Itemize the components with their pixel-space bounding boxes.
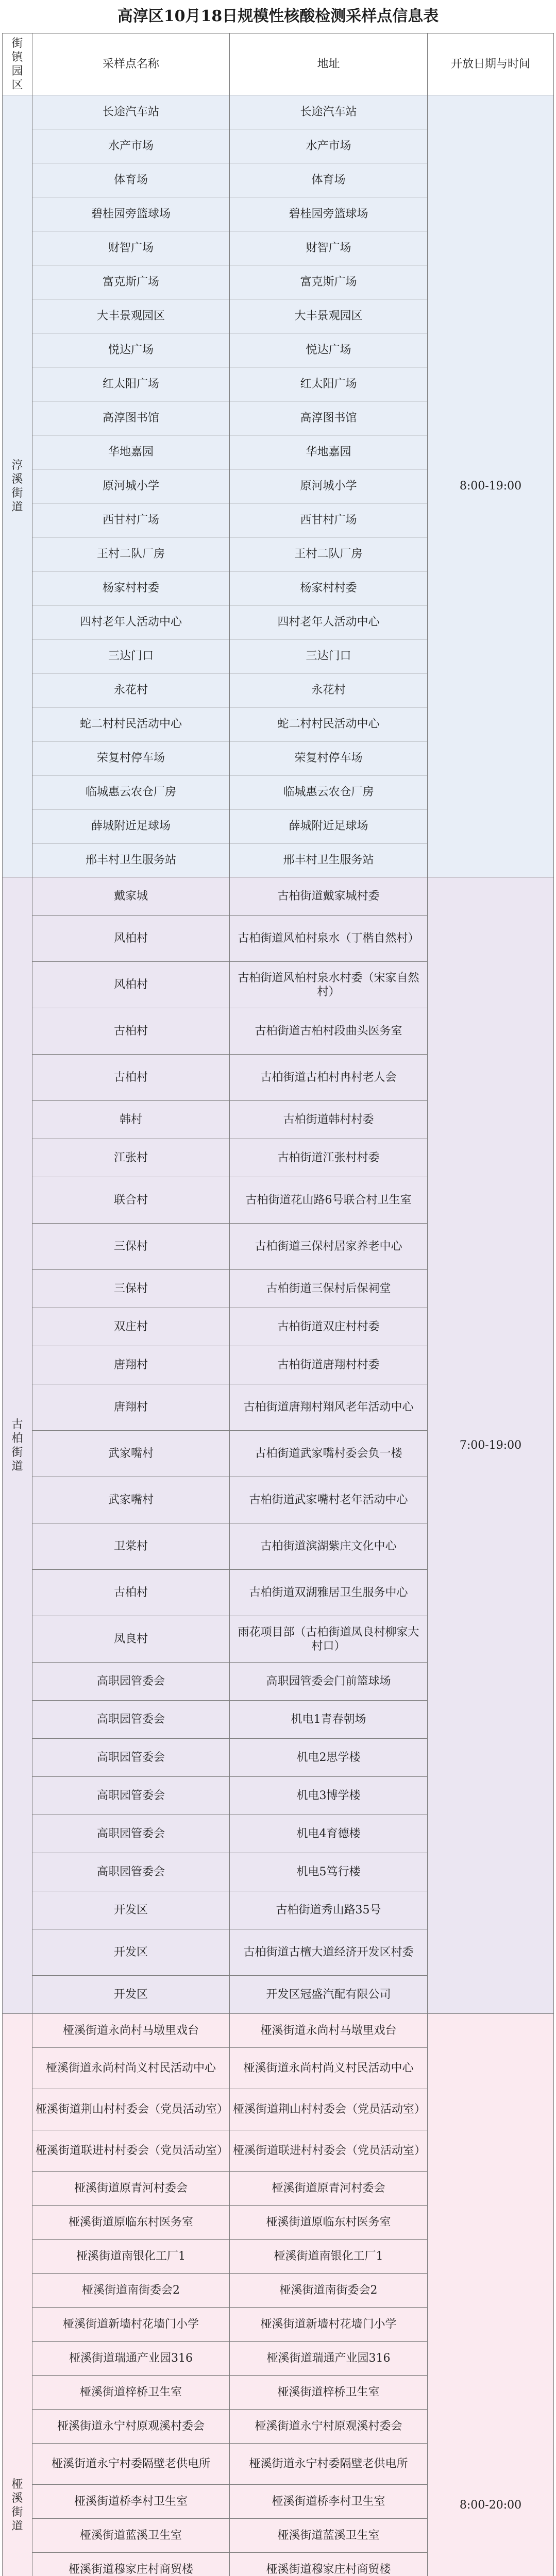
address-cell: 西甘村广场 [230, 503, 428, 537]
site-cell: 四村老年人活动中心 [32, 605, 230, 639]
site-cell: 桠溪街道新墙村花墙门小学 [32, 2308, 230, 2342]
site-cell: 王村二队厂房 [32, 537, 230, 571]
address-cell: 古柏街道风柏村泉水（丁楷自然村） [230, 916, 428, 962]
address-cell: 古柏街道滨湖紫庄文化中心 [230, 1523, 428, 1570]
header-area: 街镇园区 [3, 33, 32, 95]
table-row [3, 95, 554, 129]
site-cell: 三达门口 [32, 639, 230, 673]
site-cell: 桠溪街道永尚村尚义村民活动中心 [32, 2048, 230, 2089]
area-cell: 桠溪街道 [3, 2014, 32, 2576]
table-row [3, 877, 554, 916]
site-cell: 武家嘴村 [32, 1431, 230, 1477]
address-cell: 机电2思学楼 [230, 1739, 428, 1777]
site-cell: 薛城附近足球场 [32, 809, 230, 843]
address-cell: 桠溪街道瑞通产业园316 [230, 2342, 428, 2376]
address-cell: 桠溪街道永宁村委隔壁老供电所 [230, 2444, 428, 2485]
site-cell: 卫棠村 [32, 1523, 230, 1570]
address-cell: 机电1青春朝场 [230, 1701, 428, 1739]
site-cell: 桠溪街道蓝溪卫生室 [32, 2519, 230, 2553]
site-cell: 桠溪街道永宁村委隔壁老供电所 [32, 2444, 230, 2485]
address-cell: 桠溪街道南银化工厂1 [230, 2240, 428, 2274]
header-site: 采样点名称 [32, 33, 230, 95]
site-cell: 古柏村 [32, 1055, 230, 1101]
site-cell: 桠溪街道桥李村卫生室 [32, 2485, 230, 2519]
area-cell: 淳溪街道 [3, 95, 32, 877]
site-cell: 长途汽车站 [32, 95, 230, 129]
open-time-cell: 7:00-19:00 [428, 877, 554, 2014]
site-cell: 高淳图书馆 [32, 401, 230, 435]
address-cell: 桠溪街道新墙村花墙门小学 [230, 2308, 428, 2342]
site-cell: 原河城小学 [32, 469, 230, 503]
address-cell: 桠溪街道原临东村医务室 [230, 2206, 428, 2240]
site-cell: 碧桂园旁篮球场 [32, 197, 230, 231]
site-cell: 桠溪街道荆山村村委会（党员活动室） [32, 2089, 230, 2130]
site-cell: 体育场 [32, 163, 230, 197]
site-cell: 桠溪街道原青河村委会 [32, 2172, 230, 2206]
site-cell: 开发区 [32, 1976, 230, 2014]
site-cell: 桠溪街道穆家庄村商贸楼 [32, 2553, 230, 2576]
site-cell: 戴家城 [32, 877, 230, 916]
site-cell: 华地嘉园 [32, 435, 230, 469]
address-cell: 悦达广场 [230, 333, 428, 367]
site-cell: 唐翔村 [32, 1384, 230, 1431]
address-cell: 蛇二村村民活动中心 [230, 707, 428, 741]
site-cell: 桠溪街道梓桥卫生室 [32, 2376, 230, 2410]
address-cell: 机电4育德楼 [230, 1815, 428, 1853]
site-cell: 高职园管委会 [32, 1815, 230, 1853]
site-cell: 双庄村 [32, 1308, 230, 1346]
address-cell: 开发区冠盛汽配有限公司 [230, 1976, 428, 2014]
address-cell: 临城惠云农仓厂房 [230, 775, 428, 809]
site-cell: 开发区 [32, 1929, 230, 1976]
address-cell: 古柏街道戴家城村委 [230, 877, 428, 916]
site-cell: 凤良村 [32, 1616, 230, 1663]
address-cell: 桠溪街道原青河村委会 [230, 2172, 428, 2206]
address-cell: 富克斯广场 [230, 265, 428, 299]
site-cell: 西甘村广场 [32, 503, 230, 537]
site-cell: 财智广场 [32, 231, 230, 265]
address-cell: 华地嘉园 [230, 435, 428, 469]
site-cell: 桠溪街道南街委会2 [32, 2274, 230, 2308]
address-cell: 古柏街道武家嘴村老年活动中心 [230, 1477, 428, 1523]
address-cell: 桠溪街道联进村村委会（党员活动室） [230, 2130, 428, 2172]
address-cell: 古柏街道风柏村泉水村委（宋家自然村） [230, 962, 428, 1008]
site-cell: 武家嘴村 [32, 1477, 230, 1523]
address-cell: 邢丰村卫生服务站 [230, 843, 428, 877]
site-cell: 邢丰村卫生服务站 [32, 843, 230, 877]
site-cell: 高职园管委会 [32, 1739, 230, 1777]
address-cell: 古柏街道双湖雅居卫生服务中心 [230, 1570, 428, 1616]
address-cell: 古柏街道韩村村委 [230, 1101, 428, 1139]
address-cell: 古柏街道三保村居家养老中心 [230, 1224, 428, 1270]
site-cell: 临城惠云农仓厂房 [32, 775, 230, 809]
address-cell: 桠溪街道梓桥卫生室 [230, 2376, 428, 2410]
address-cell: 水产市场 [230, 129, 428, 163]
site-cell: 红太阳广场 [32, 367, 230, 401]
address-cell: 大丰景观园区 [230, 299, 428, 333]
address-cell: 王村二队厂房 [230, 537, 428, 571]
address-cell: 桠溪街道穆家庄村商贸楼 [230, 2553, 428, 2576]
site-cell: 古柏村 [32, 1570, 230, 1616]
address-cell: 古柏街道古檀大道经济开发区村委 [230, 1929, 428, 1976]
site-cell: 桠溪街道永宁村原观溪村委会 [32, 2410, 230, 2444]
site-cell: 杨家村村委 [32, 571, 230, 605]
site-cell: 高职园管委会 [32, 1853, 230, 1891]
address-cell: 桠溪街道荆山村村委会（党员活动室） [230, 2089, 428, 2130]
site-cell: 韩村 [32, 1101, 230, 1139]
site-cell: 水产市场 [32, 129, 230, 163]
site-cell: 江张村 [32, 1139, 230, 1177]
address-cell: 高淳图书馆 [230, 401, 428, 435]
address-cell: 古柏街道双庄村村委 [230, 1308, 428, 1346]
header-row [3, 33, 554, 95]
address-cell: 碧桂园旁篮球场 [230, 197, 428, 231]
site-cell: 桠溪街道南银化工厂1 [32, 2240, 230, 2274]
site-cell: 桠溪街道原临东村医务室 [32, 2206, 230, 2240]
site-cell: 高职园管委会 [32, 1777, 230, 1815]
address-cell: 古柏街道秀山路35号 [230, 1891, 428, 1929]
site-cell: 蛇二村村民活动中心 [32, 707, 230, 741]
site-cell: 荣复村停车场 [32, 741, 230, 775]
area-cell: 古柏街道 [3, 877, 32, 2014]
address-cell: 古柏街道唐翔村村委 [230, 1346, 428, 1384]
site-cell: 永花村 [32, 673, 230, 707]
address-cell: 桠溪街道永尚村尚义村民活动中心 [230, 2048, 428, 2089]
address-cell: 桠溪街道永宁村原观溪村委会 [230, 2410, 428, 2444]
address-cell: 永花村 [230, 673, 428, 707]
site-cell: 桠溪街道瑞通产业园316 [32, 2342, 230, 2376]
site-cell: 风柏村 [32, 962, 230, 1008]
site-cell: 桠溪街道永尚村马墩里戏台 [32, 2014, 230, 2048]
address-cell: 古柏街道唐翔村翔风老年活动中心 [230, 1384, 428, 1431]
sampling-sites-table [2, 33, 554, 2576]
address-cell: 长途汽车站 [230, 95, 428, 129]
site-cell: 开发区 [32, 1891, 230, 1929]
address-cell: 桠溪街道蓝溪卫生室 [230, 2519, 428, 2553]
address-cell: 原河城小学 [230, 469, 428, 503]
site-cell: 唐翔村 [32, 1346, 230, 1384]
address-cell: 红太阳广场 [230, 367, 428, 401]
site-cell: 风柏村 [32, 916, 230, 962]
page-title: 高淳区10月18日规模性核酸检测采样点信息表 [117, 7, 439, 25]
address-cell: 杨家村村委 [230, 571, 428, 605]
site-cell: 高职园管委会 [32, 1663, 230, 1701]
address-cell: 三达门口 [230, 639, 428, 673]
address-cell: 古柏街道古柏村段曲头医务室 [230, 1008, 428, 1055]
address-cell: 荣复村停车场 [230, 741, 428, 775]
header-address: 地址 [230, 33, 428, 95]
address-cell: 机电3博学楼 [230, 1777, 428, 1815]
site-cell: 古柏村 [32, 1008, 230, 1055]
open-time-cell: 8:00-20:00 [428, 2014, 554, 2576]
site-cell: 三保村 [32, 1270, 230, 1308]
address-cell: 体育场 [230, 163, 428, 197]
address-cell: 薛城附近足球场 [230, 809, 428, 843]
address-cell: 雨花项目部（古柏街道凤良村柳家大村口） [230, 1616, 428, 1663]
address-cell: 古柏街道江张村村委 [230, 1139, 428, 1177]
address-cell: 古柏街道武家嘴村委会负一楼 [230, 1431, 428, 1477]
address-cell: 四村老年人活动中心 [230, 605, 428, 639]
site-cell: 三保村 [32, 1224, 230, 1270]
address-cell: 桠溪街道南街委会2 [230, 2274, 428, 2308]
address-cell: 桠溪街道桥李村卫生室 [230, 2485, 428, 2519]
address-cell: 机电5笃行楼 [230, 1853, 428, 1891]
site-cell: 桠溪街道联进村村委会（党员活动室） [32, 2130, 230, 2172]
site-cell: 大丰景观园区 [32, 299, 230, 333]
address-cell: 桠溪街道永尚村马墩里戏台 [230, 2014, 428, 2048]
header-date: 开放日期与时间 [428, 33, 554, 95]
address-cell: 财智广场 [230, 231, 428, 265]
address-cell: 古柏街道古柏村冉村老人会 [230, 1055, 428, 1101]
address-cell: 高职园管委会门前篮球场 [230, 1663, 428, 1701]
site-cell: 联合村 [32, 1177, 230, 1224]
site-cell: 富克斯广场 [32, 265, 230, 299]
site-cell: 高职园管委会 [32, 1701, 230, 1739]
open-time-cell: 8:00-19:00 [428, 95, 554, 877]
table-row [3, 2014, 554, 2048]
address-cell: 古柏街道花山路6号联合村卫生室 [230, 1177, 428, 1224]
address-cell: 古柏街道三保村后保祠堂 [230, 1270, 428, 1308]
site-cell: 悦达广场 [32, 333, 230, 367]
table-body [3, 95, 554, 2576]
